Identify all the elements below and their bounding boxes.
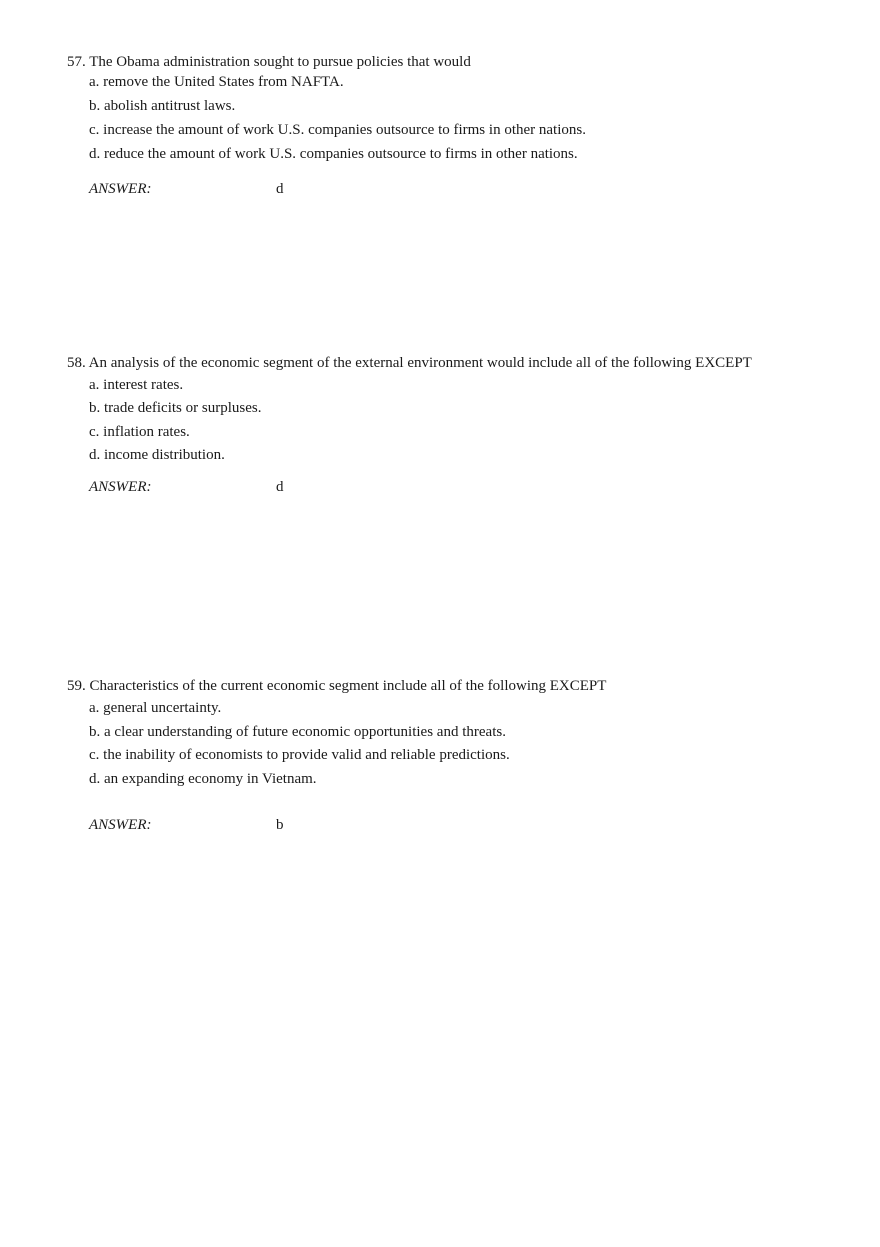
option-b: b. trade deficits or surpluses. bbox=[89, 400, 262, 416]
question-stem: 58. An analysis of the economic segment of the external environment would include all of the following EXCEPT bbox=[67, 355, 752, 371]
question-stem: 59. Characteristics of the current economic segment include all of the following EXCEPT bbox=[67, 678, 607, 694]
option-c: c. inflation rates. bbox=[89, 424, 190, 440]
answer-label: ANSWER: bbox=[89, 817, 152, 833]
option-a: a. general uncertainty. bbox=[89, 700, 222, 716]
option-d: d. an expanding economy in Vietnam. bbox=[89, 771, 317, 787]
option-c: c. increase the amount of work U.S. companies outsource to firms in other nations. bbox=[89, 122, 586, 138]
answer-59 bbox=[89, 815, 489, 835]
answer-value: b bbox=[276, 817, 284, 833]
option-b: b. abolish antitrust laws. bbox=[89, 98, 236, 114]
answer-value: d bbox=[276, 479, 284, 495]
question-stem: 57. The Obama administration sought to pursue policies that would bbox=[67, 54, 471, 70]
option-a: a. remove the United States from NAFTA. bbox=[89, 74, 344, 90]
answer-value: d bbox=[276, 181, 284, 197]
question-58 bbox=[67, 353, 857, 465]
question-57 bbox=[67, 52, 857, 164]
option-b: b. a clear understanding of future economic opportunities and threats. bbox=[89, 724, 506, 740]
option-d: d. income distribution. bbox=[89, 447, 225, 463]
answer-label: ANSWER: bbox=[89, 479, 152, 495]
answer-58 bbox=[89, 477, 489, 497]
option-a: a. interest rates. bbox=[89, 377, 184, 393]
option-c: c. the inability of economists to provide valid and reliable predictions. bbox=[89, 747, 510, 763]
question-59 bbox=[67, 676, 857, 789]
answer-label: ANSWER: bbox=[89, 181, 152, 197]
answer-57 bbox=[89, 179, 489, 199]
option-d: d. reduce the amount of work U.S. companies outsource to firms in other nations. bbox=[89, 146, 578, 162]
